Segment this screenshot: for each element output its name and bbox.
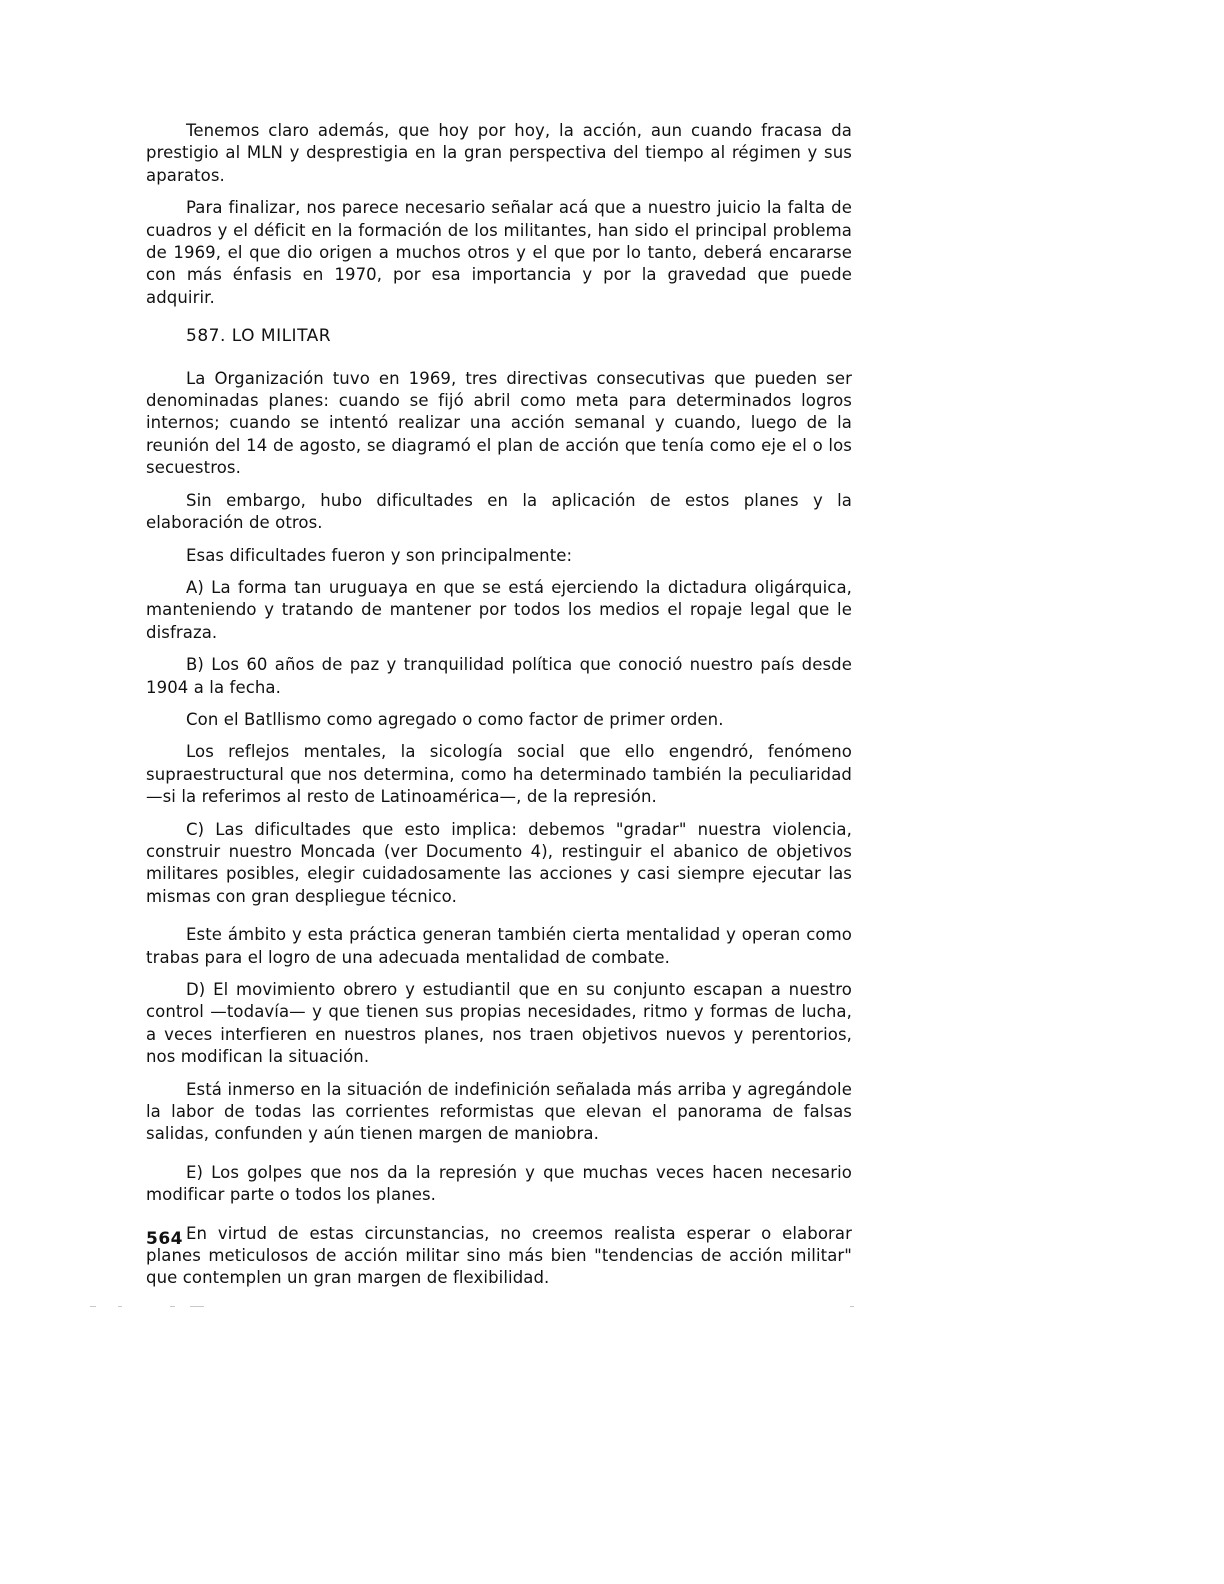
- paragraph: Los reflejos mentales, la sicología social que ello engendró, fenómeno supraestructural que nos determina, como ha determinado también la peculiaridad —si la referimos al resto de Latinoamérica—, de la represión.: [146, 742, 852, 807]
- list-item-b: B) Los 60 años de paz y tranquilidad política que conoció nuestro país desde 1904 a la fecha.: [146, 655, 852, 697]
- paragraph: La Organización tuvo en 1969, tres directivas consecutivas que pueden ser denominadas planes: cuando se fijó abril como meta para determinados logros internos; cuando se intentó realizar una acción semanal y cuando, luego de la reunión del 14 de agosto, se diagramó el plan de acción que tenía como eje el o los secuestros.: [146, 368, 852, 478]
- scan-artifact: [90, 1306, 860, 1309]
- paragraph: En virtud de estas circunstancias, no creemos realista esperar o elaborar planes meticulosos de acción militar sino más bien "tendencias de acción militar" que contemplen un gran margen de flexibilidad.: [146, 1223, 852, 1288]
- body-text: [146, 120, 852, 1300]
- page-number: 564: [146, 1229, 183, 1249]
- paragraph: Tenemos claro además, que hoy por hoy, la acción, aun cuando fracasa da prestigio al MLN y desprestigia en la gran perspectiva del tiempo al régimen y sus aparatos.: [146, 121, 852, 185]
- paragraph: Con el Batllismo como agregado o como factor de primer orden.: [186, 709, 724, 729]
- list-item-d: D) El movimiento obrero y estudiantil que en su conjunto escapan a nuestro control —todavía— y que tienen sus propias necesidades, ritmo y formas de lucha, a veces interfieren en nuestros planes, nos traen objetivos nuevos y perentorios, nos modifican la situación.: [146, 980, 852, 1067]
- paragraph: Para finalizar, nos parece necesario señalar acá que a nuestro juicio la falta de cuadros y el déficit en la formación de los militantes, han sido el principal problema de 1969, el que dio origen a muchos otros y el que por lo tanto, deberá encararse con más énfasis en 1970, por esa importancia y por la gravedad que puede adquirir.: [146, 198, 852, 307]
- paragraph: Esas dificultades fueron y son principalmente:: [186, 545, 573, 565]
- paragraph: Está inmerso en la situación de indefinición señalada más arriba y agregándole la labor de todas las corrientes reformistas que elevan el panorama de falsas salidas, confunden y aún tienen margen de maniobra.: [146, 1079, 852, 1144]
- paragraph: Sin embargo, hubo dificultades en la aplicación de estos planes y la elaboración de otros.: [146, 490, 852, 533]
- list-item-a: A) La forma tan uruguaya en que se está ejerciendo la dictadura oligárquica, manteniendo y tratando de mantener por todos los medios el ropaje legal que le disfraza.: [146, 577, 852, 642]
- paragraph: Este ámbito y esta práctica generan también cierta mentalidad y operan como trabas para el logro de una adecuada mentalidad de combate.: [146, 925, 852, 967]
- section-heading: 587. LO MILITAR: [186, 326, 332, 347]
- list-item-e: E) Los golpes que nos da la represión y que muchas veces hacen necesario modificar parte o todos los planes.: [146, 1162, 852, 1205]
- list-item-c: C) Las dificultades que esto implica: debemos "gradar" nuestra violencia, construir nuestro Moncada (ver Documento 4), restinguir el abanico de objetivos militares posibles, elegir cuidadosamente las acciones y casi siempre ejecutar las mismas con gran despliegue técnico.: [146, 819, 852, 906]
